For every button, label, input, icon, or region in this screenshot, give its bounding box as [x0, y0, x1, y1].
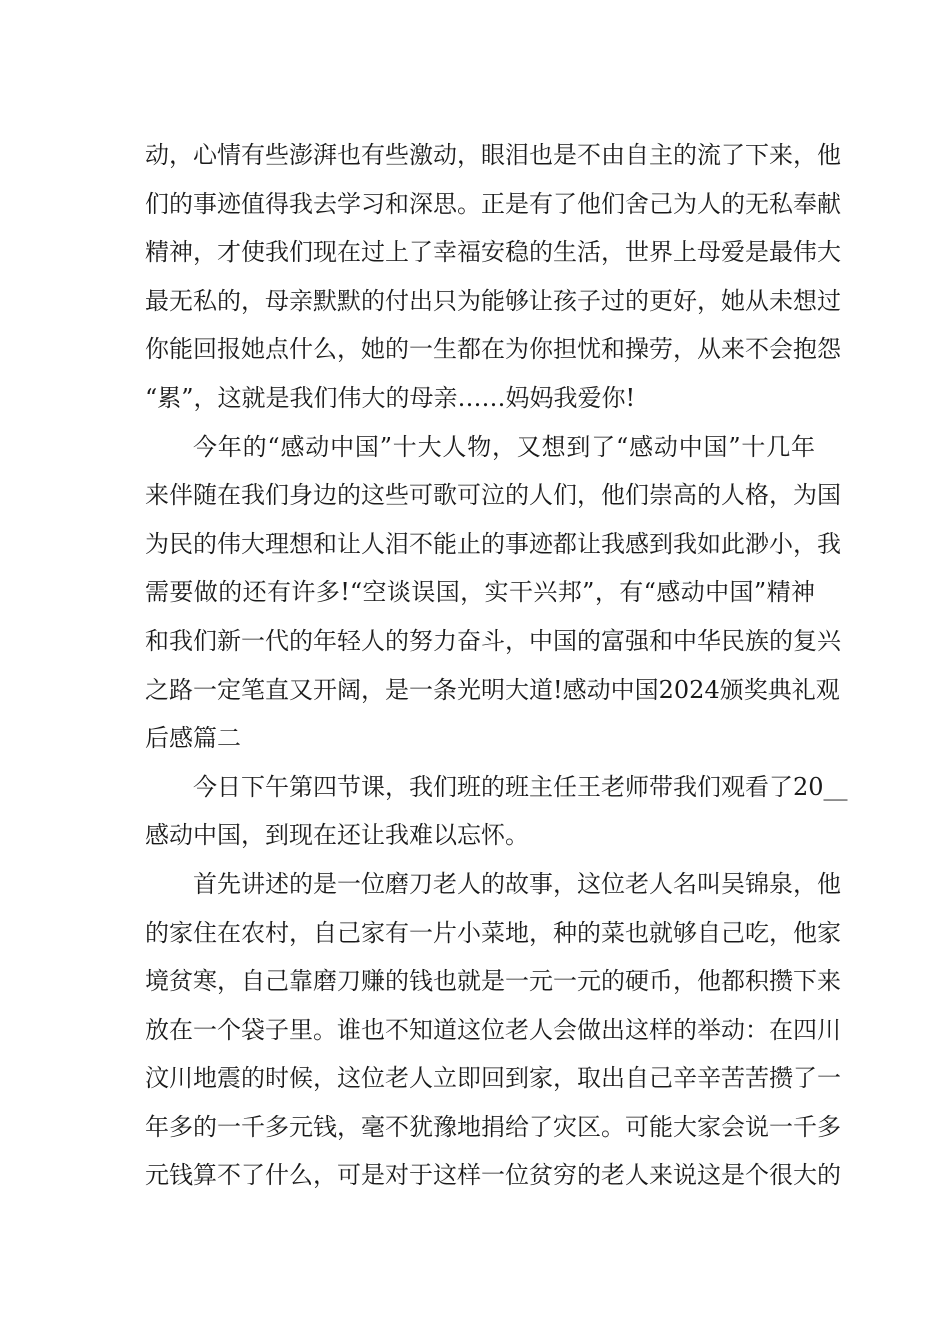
text-line: 需要做的还有许多!“空谈误国，实干兴邦”，有“感动中国”精神 [145, 578, 815, 607]
text-line: 今年的“感动中国”十大人物，又想到了“感动中国”十几年 [193, 432, 815, 461]
text-line: 感动中国，到现在还让我难以忘怀。 [145, 821, 529, 850]
text-line: 们的事迹值得我去学习和深思。正是有了他们舍己为人的无私奉献 [145, 189, 841, 218]
text-line: 的家住在农村，自己家有一片小菜地，种的菜也就够自己吃，他家 [145, 918, 841, 947]
text-line: 首先讲述的是一位磨刀老人的故事，这位老人名叫吴锦泉，他 [193, 869, 841, 898]
text-line: 今日下午第四节课，我们班的班主任王老师带我们观看了20__ [193, 772, 848, 801]
text-line: 精神，才使我们现在过上了幸福安稳的生活，世界上母爱是最伟大 [145, 238, 841, 267]
text-line: 放在一个袋子里。谁也不知道这位老人会做出这样的举动：在四川 [145, 1015, 841, 1044]
text-line: 来伴随在我们身边的这些可歌可泣的人们，他们崇高的人格，为国 [145, 481, 841, 510]
text-line: 和我们新一代的年轻人的努力奋斗，中国的富强和中华民族的复兴 [145, 626, 841, 655]
text-line: 年多的一千多元钱，毫不犹豫地捐给了灾区。可能大家会说一千多 [145, 1112, 841, 1141]
text-line: 境贫寒，自己靠磨刀赚的钱也就是一元一元的硬币，他都积攒下来 [145, 967, 841, 996]
text-line: 动，心情有些澎湃也有些激动，眼泪也是不由自主的流了下来，他 [145, 141, 841, 169]
text-line: 之路一定笔直又开阔，是一条光明大道!感动中国2024颁奖典礼观 [145, 675, 840, 704]
text-line: 最无私的，母亲默默的付出只为能够让孩子过的更好，她从未想过 [145, 286, 841, 315]
body-text [145, 131, 848, 1200]
text-line: “累”，这就是我们伟大的母亲……妈妈我爱你! [145, 383, 636, 412]
text-line: 元钱算不了什么，可是对于这样一位贫穷的老人来说这是个很大的 [145, 1161, 841, 1190]
text-line: 为民的伟大理想和让人泪不能止的事迹都让我感到我如此渺小，我 [145, 529, 841, 558]
text-line: 汶川地震的时候，这位老人立即回到家，取出自己辛辛苦苦攒了一 [145, 1064, 841, 1093]
text-line: 你能回报她点什么，她的一生都在为你担忧和操劳，从来不会抱怨 [145, 335, 841, 364]
section-heading: 后感篇二 [145, 724, 241, 753]
